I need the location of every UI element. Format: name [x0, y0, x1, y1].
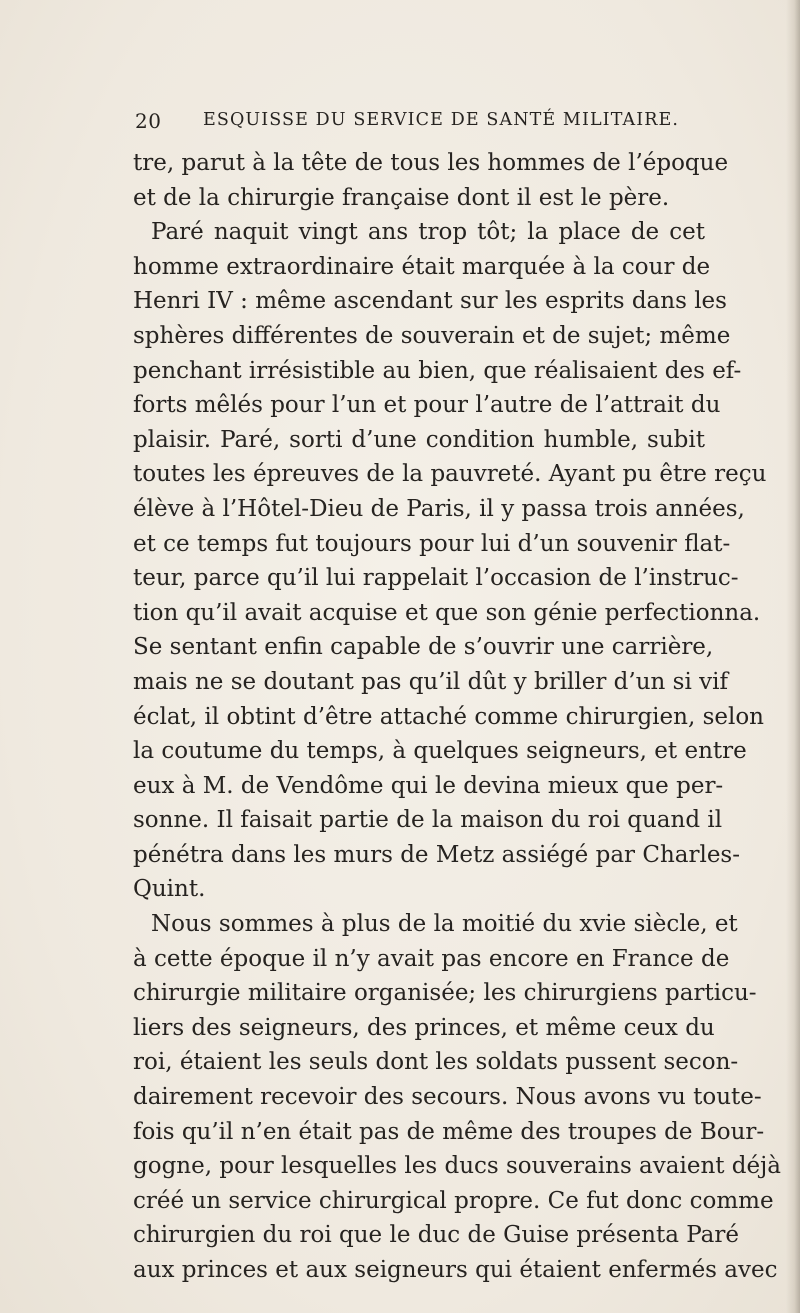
text-line: penchant irrésistible au bien, que réalisaient des ef- — [133, 357, 742, 384]
text-line: à cette époque il n’y avait pas encore en France de — [133, 945, 730, 972]
text-line: la coutume du temps, à quelques seigneurs, et entre — [133, 738, 747, 765]
text-line: sphères différentes de souverain et de sujet; même — [133, 322, 731, 349]
text-line: fois qu’il n’en était pas de même des troupes de Bour- — [133, 1118, 765, 1145]
text-line: chirurgie militaire organisée; les chirurgiens particu- — [133, 980, 757, 1007]
text-line: tion qu’il avait acquise et que son génie perfectionna. — [133, 599, 761, 626]
body-text — [133, 146, 781, 1288]
text-line: chirurgien du roi que le duc de Guise présenta Paré — [133, 1222, 739, 1249]
text-line: et ce temps fut toujours pour lui d’un souvenir flat- — [133, 530, 731, 557]
running-head: ESQUISSE DU SERVICE DE SANTÉ MILITAIRE. — [203, 110, 680, 130]
text-line: forts mêlés pour l’un et pour l’autre de l’attrait du — [133, 392, 721, 419]
text-line: Nous sommes à plus de la moitié du xvie siècle, et — [151, 911, 738, 938]
text-line: gogne, pour lesquelles les ducs souverains avaient déjà — [133, 1153, 781, 1180]
page-header — [135, 109, 680, 139]
text-line: eux à M. de Vendôme qui le devina mieux que per- — [133, 772, 724, 799]
text-line: Paré naquit vingt ans trop tôt; la place de cet — [151, 219, 705, 246]
text-line: Henri IV : même ascendant sur les esprits dans les — [133, 288, 727, 315]
text-line: Se sentant enfin capable de s’ouvrir une carrière, — [133, 634, 714, 661]
text-line: teur, parce qu’il lui rappelait l’occasion de l’instruc- — [133, 565, 739, 592]
page-edge-shadow — [786, 0, 800, 1313]
text-line: pénétra dans les murs de Metz assiégé par Charles- — [133, 841, 741, 868]
text-line: élève à l’Hôtel-Dieu de Paris, il y passa trois années, — [133, 495, 745, 522]
page-number: 20 — [135, 109, 162, 133]
text-line: dairement recevoir des secours. Nous avons vu toute- — [133, 1084, 762, 1111]
text-line: sonne. Il faisait partie de la maison du roi quand il — [133, 807, 723, 834]
text-line: tre, parut à la tête de tous les hommes de l’époque — [133, 150, 729, 176]
text-line: liers des seigneurs, des princes, et même ceux du — [133, 1014, 715, 1041]
text-line: plaisir. Paré, sorti d’une condition humble, subit — [133, 426, 705, 453]
text-line: toutes les épreuves de la pauvreté. Ayant pu être reçu — [133, 461, 767, 488]
text-line: Quint. — [133, 876, 206, 903]
text-line: mais ne se doutant pas qu’il dût y briller d’un si vif — [133, 668, 728, 695]
text-line: aux princes et aux seigneurs qui étaient enfermés avec — [133, 1257, 778, 1283]
text-line: roi, étaient les seuls dont les soldats pussent secon- — [133, 1049, 739, 1076]
text-line: créé un service chirurgical propre. Ce fut donc comme — [133, 1187, 774, 1214]
text-line: homme extraordinaire était marquée à la cour de — [133, 253, 711, 280]
text-line: et de la chirurgie française dont il est le père. — [133, 184, 670, 211]
text-line: éclat, il obtint d’être attaché comme chirurgien, selon — [133, 703, 764, 730]
